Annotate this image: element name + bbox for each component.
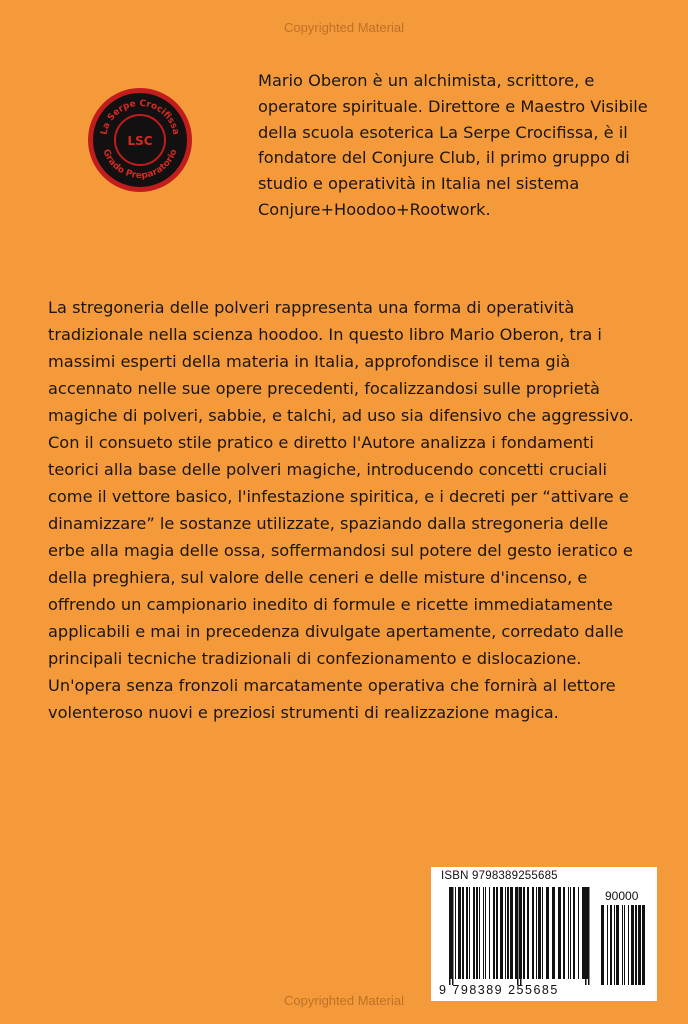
isbn-label: ISBN 9798389255685 [441,870,558,882]
seal-ring-text-top: La Serpe Crocifissa [99,98,181,136]
seal-center-text: LSC [127,134,153,148]
isbn-barcode-box [431,867,657,1001]
price-code: 90000 [605,889,639,903]
school-seal-logo [86,86,194,194]
seal-ring-text-bottom: Grado Preparatorio [100,147,180,182]
copyright-watermark-bottom: Copyrighted Material [284,993,404,1008]
book-description: La stregoneria delle polveri rappresenta una forma di operatività tradizionale nella scienza hoodoo. In questo libro Mario Oberon, tra i massimi esperti della materia in Italia, approfondisce il tema già accennato nelle sue opere precedenti, focalizzandosi sulle proprietà magiche di polveri, sabbie, e talchi, ad uso sia difensivo che aggressivo. Con il consueto stile pratico e diretto l'Autore analizza i fondamenti teorici alla base delle polveri magiche, introducendo concetti cruciali come il vettore basico, l'infestazione spiritica, e i decreti per “attivare e dinamizzare” le sostanze utilizzate, spaziando dalla stregoneria delle erbe alla magia delle ossa, soffermandosi sul potere del gesto ieratico e della preghiera, sul valore delle ceneri e delle misture d'incenso, e offrendo un campionario inedito di formule e ricette immediatamente applicabili e mai in precedenza divulgate apertamente, corredato dalle principali tecniche tradizionali di confezionamento e dislocazione. Un'opera senza fronzoli marcatamente operativa che fornirà al lettore volenteroso nuovi e preziosi strumenti di realizzazione magica. [48,298,634,722]
isbn-digits: 9 798389 255685 [439,983,559,997]
seal-svg [86,86,194,194]
copyright-watermark-top: Copyrighted Material [284,20,404,35]
author-bio: Mario Oberon è un alchimista, scrittore, e operatore spirituale. Direttore e Maestro Visibile della scuola esoterica La Serpe Crocifissa, è il fondatore del Conjure Club, il primo gruppo di studio e operatività in Italia nel sistema Conjure+Hoodoo+Rootwork. [258,71,648,219]
barcode-bars [431,867,657,1001]
